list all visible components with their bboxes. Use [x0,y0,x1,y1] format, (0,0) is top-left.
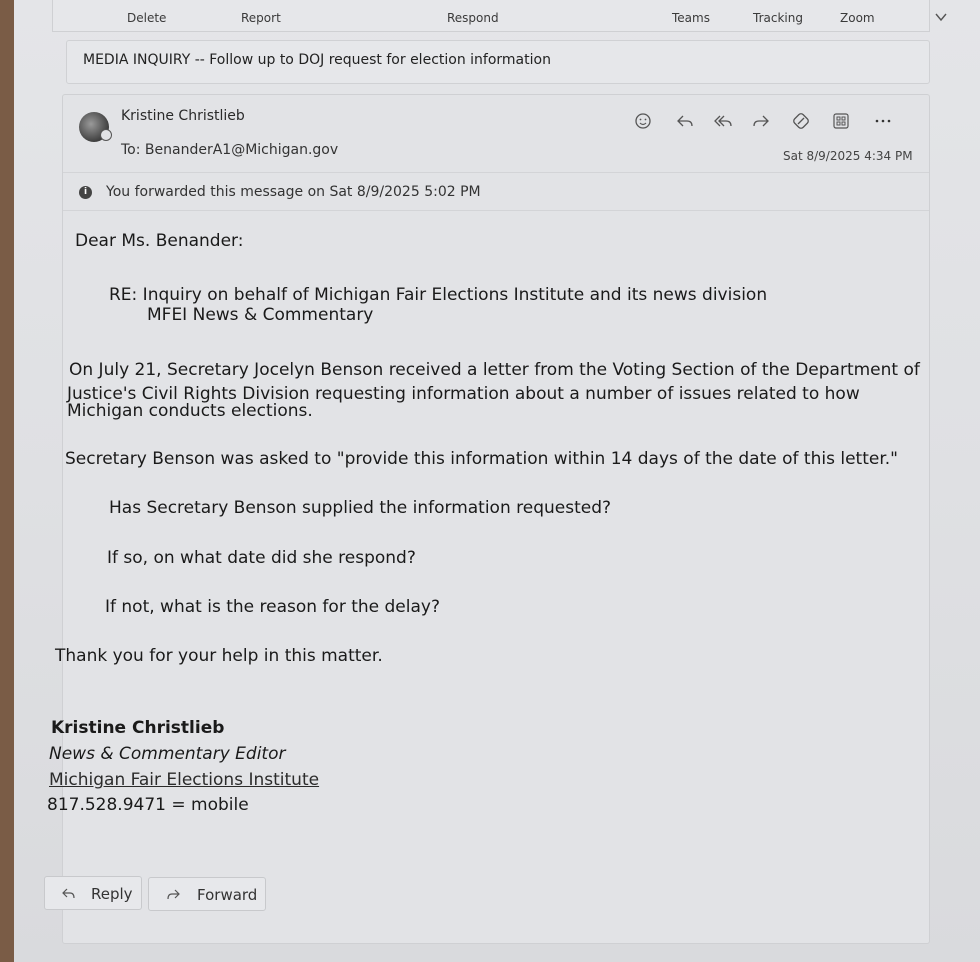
presence-unknown-icon [100,129,112,141]
paragraph-1-line-2: Justice's Civil Rights Division requesting information about a number of issues related to how [67,384,860,404]
ribbon-collapse-chevron-icon[interactable] [934,10,948,24]
reply-button[interactable] [44,876,142,910]
question-1: Has Secretary Benson supplied the information requested? [109,498,612,518]
ribbon-group-tracking[interactable]: Tracking [753,11,803,25]
emoji-react-icon[interactable] [631,109,655,133]
recipient-line[interactable]: To: BenanderA1@Michigan.gov [121,142,339,158]
paragraph-1-line-1: On July 21, Secretary Jocelyn Benson received a letter from the Voting Section of the Department of [69,360,920,380]
subject-title: MEDIA INQUIRY -- Follow up to DOJ request for election information [83,52,551,68]
message-card [47,94,930,944]
signature-title: News & Commentary Editor [49,744,286,764]
reply-all-icon[interactable] [711,109,735,133]
ribbon-group-respond[interactable]: Respond [447,11,499,25]
forward-icon[interactable] [749,109,773,133]
signature-phone: 817.528.9471 = mobile [47,795,249,815]
re-line-1: RE: Inquiry on behalf of Michigan Fair Elections Institute and its news division [109,285,768,305]
apps-grid-icon[interactable] [829,109,853,133]
re-line-2: MFEI News & Commentary [147,305,374,325]
message-header [63,95,929,173]
forward-button-label: Forward [197,886,258,904]
ribbon-group-delete[interactable]: Delete [127,11,167,25]
signature-org-link[interactable]: Michigan Fair Elections Institute [49,770,320,790]
ribbon-toolbar [52,0,930,32]
reply-button-label: Reply [91,885,133,903]
greeting: Dear Ms. Benander: [75,231,244,251]
paragraph-1-line-3: Michigan conducts elections. [67,401,313,421]
question-3: If not, what is the reason for the delay? [105,597,440,617]
paragraph-2: Secretary Benson was asked to "provide this information within 14 days of the date of this letter." [65,449,898,469]
message-date: Sat 8/9/2025 4:34 PM [783,149,913,163]
forward-icon [165,887,181,903]
reply-icon[interactable] [673,109,697,133]
loop-app-icon[interactable] [789,109,813,133]
ribbon-group-teams[interactable]: Teams [672,11,710,25]
reply-icon [61,886,77,902]
forwarded-note: You forwarded this message on Sat 8/9/2025 5:02 PM [106,184,481,200]
question-2: If so, on what date did she respond? [107,548,416,568]
subject-bar [66,40,930,84]
sender-name[interactable]: Kristine Christlieb [121,108,245,124]
signature-name: Kristine Christlieb [51,718,225,738]
forwarded-info-bar [63,173,929,211]
ribbon-group-report[interactable]: Report [241,11,281,25]
info-icon: i [79,186,92,199]
more-options-icon[interactable] [871,109,895,133]
ribbon-group-zoom[interactable]: Zoom [840,11,875,25]
closing: Thank you for your help in this matter. [55,646,383,666]
forward-button[interactable] [148,877,266,911]
